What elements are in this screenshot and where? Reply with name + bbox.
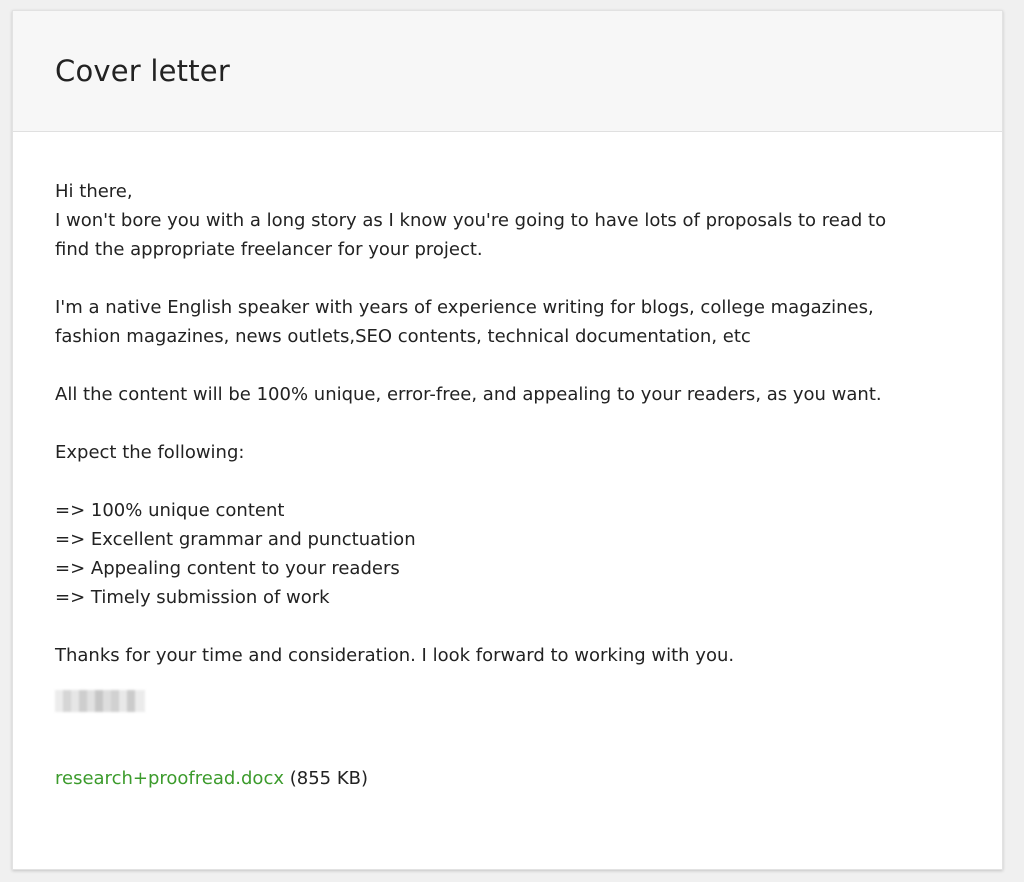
letter-paragraph-2-line-2: fashion magazines, news outlets,SEO contents, technical documentation, etc [55,326,751,347]
cover-letter-card [12,10,1003,870]
list-item: => Timely submission of work [55,587,330,608]
cover-letter-body [13,132,1002,793]
list-item: => Appealing content to your readers [55,558,400,579]
paragraph-spacer [55,467,960,496]
list-item: => 100% unique content [55,500,285,521]
letter-paragraph-1-line-2: find the appropriate freelancer for your project. [55,239,483,260]
attachment-link[interactable]: research+proofread.docx [55,768,284,789]
attachment [55,764,960,793]
paragraph-spacer [55,264,960,293]
letter-closing: Thanks for your time and consideration. I look forward to working with you. [55,645,735,666]
letter-paragraph-2-line-1: I'm a native English speaker with years of experience writing for blogs, college magazines, [55,297,874,318]
paragraph-spacer [55,409,960,438]
paragraph-spacer [55,612,960,641]
expect-intro: Expect the following: [55,442,245,463]
card-header [13,11,1002,132]
redacted-signature [55,690,145,712]
paragraph-spacer [55,351,960,380]
letter-paragraph-1-line-1: I won't bore you with a long story as I know you're going to have lots of proposals to read to [55,210,887,231]
attachment-size: (855 KB) [289,768,369,789]
letter-greeting: Hi there, [55,181,133,202]
page-title: Cover letter [55,53,230,88]
list-item: => Excellent grammar and punctuation [55,529,416,550]
letter-paragraph-3: All the content will be 100% unique, error-free, and appealing to your readers, as you want. [55,384,882,405]
